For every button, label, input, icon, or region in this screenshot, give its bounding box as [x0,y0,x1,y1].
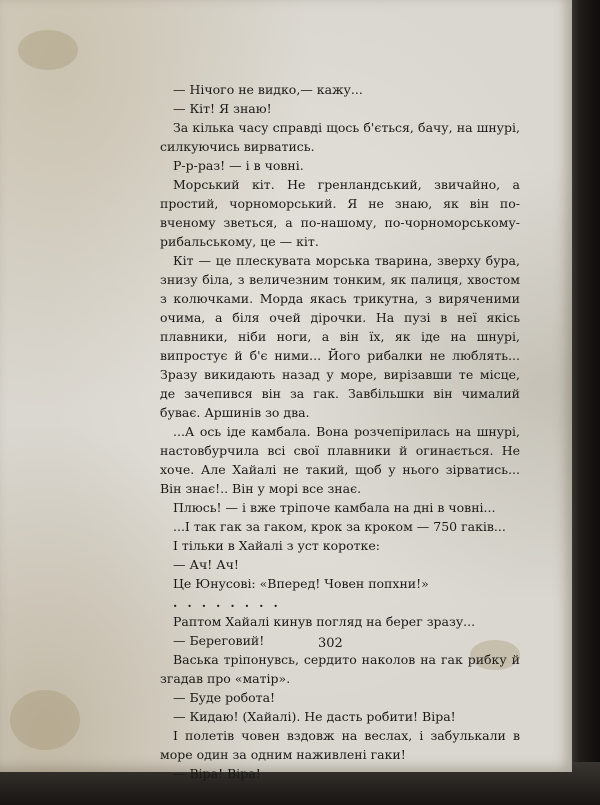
paper-stain [10,690,80,750]
paragraph: — Кидаю! (Хайалі). Не дасть робити! Віра! [173,709,456,724]
paragraph: — Буде робота! [173,690,276,705]
paragraph: — Віра! Віра! [173,766,261,781]
paragraph: І тільки в Хайалі з уст коротке: [173,538,380,553]
paragraph: І полетів човен вздовж на веслах, і забулькали в море один за одним наживлені гаки! [160,728,520,762]
paragraph: — Береговий! [173,633,265,648]
page-number: 302 [318,636,343,651]
paragraph: — Кіт! Я знаю! [173,101,272,116]
body-text [160,80,520,783]
paragraph: — Ач! Ач! [173,557,239,572]
paragraph: Васька тріпонувсь, сердито наколов на гак рибку й згадав про «матір». [160,652,520,686]
section-separator: ........ [173,595,288,610]
paragraph: ...А ось іде камбала. Вона розчепірилась на шнурі, настовбурчила всі свої плавники й огинається. Не хоче. Але Хайалі не такий, щоб у нього зірватись... Він знає!.. Він у морі все знає. [160,424,520,496]
paragraph: Кіт — це плескувата морська тварина, зверху бура, знизу біла, з величезним тонким, як палиця, хвостом з колючками. Морда якась трикутна, з виряченими очима, а біля очей дірочки. На пузі в неї якісь плавники, ніби ноги, а він їх, як іде на шнурі, випростує й б'є ними... Його рибалки не люблять... Зразу викидають назад у море, вирізавши те місце, де зачепився він за гак. Завбільшки він чималий буває. Аршинів зо два. [160,253,520,420]
paragraph: Р-р-раз! — і в човні. [173,158,304,173]
paragraph: Це Юнусові: «Вперед! Човен попхни!» [173,576,429,591]
paragraph: За кілька часу справді щось б'ється, бачу, на шнурі, силкуючись вирватись. [160,120,520,154]
paragraph: Плюсь! — і вже тріпоче камбала на дні в човні... [173,500,496,515]
paragraph: ...І так гак за гаком, крок за кроком — 750 гаків... [173,519,506,534]
paragraph: Морський кіт. Не гренландський, звичайно, а простий, чорноморський. Я не знаю, як він по-вченому зветься, а по-нашому, по-чорноморському-рибальському, це — кіт. [160,177,520,249]
paper-stain [18,30,78,70]
paragraph: Раптом Хайалі кинув погляд на берег зразу... [173,614,476,629]
paragraph: — Нічого не видко,— кажу... [173,82,363,97]
